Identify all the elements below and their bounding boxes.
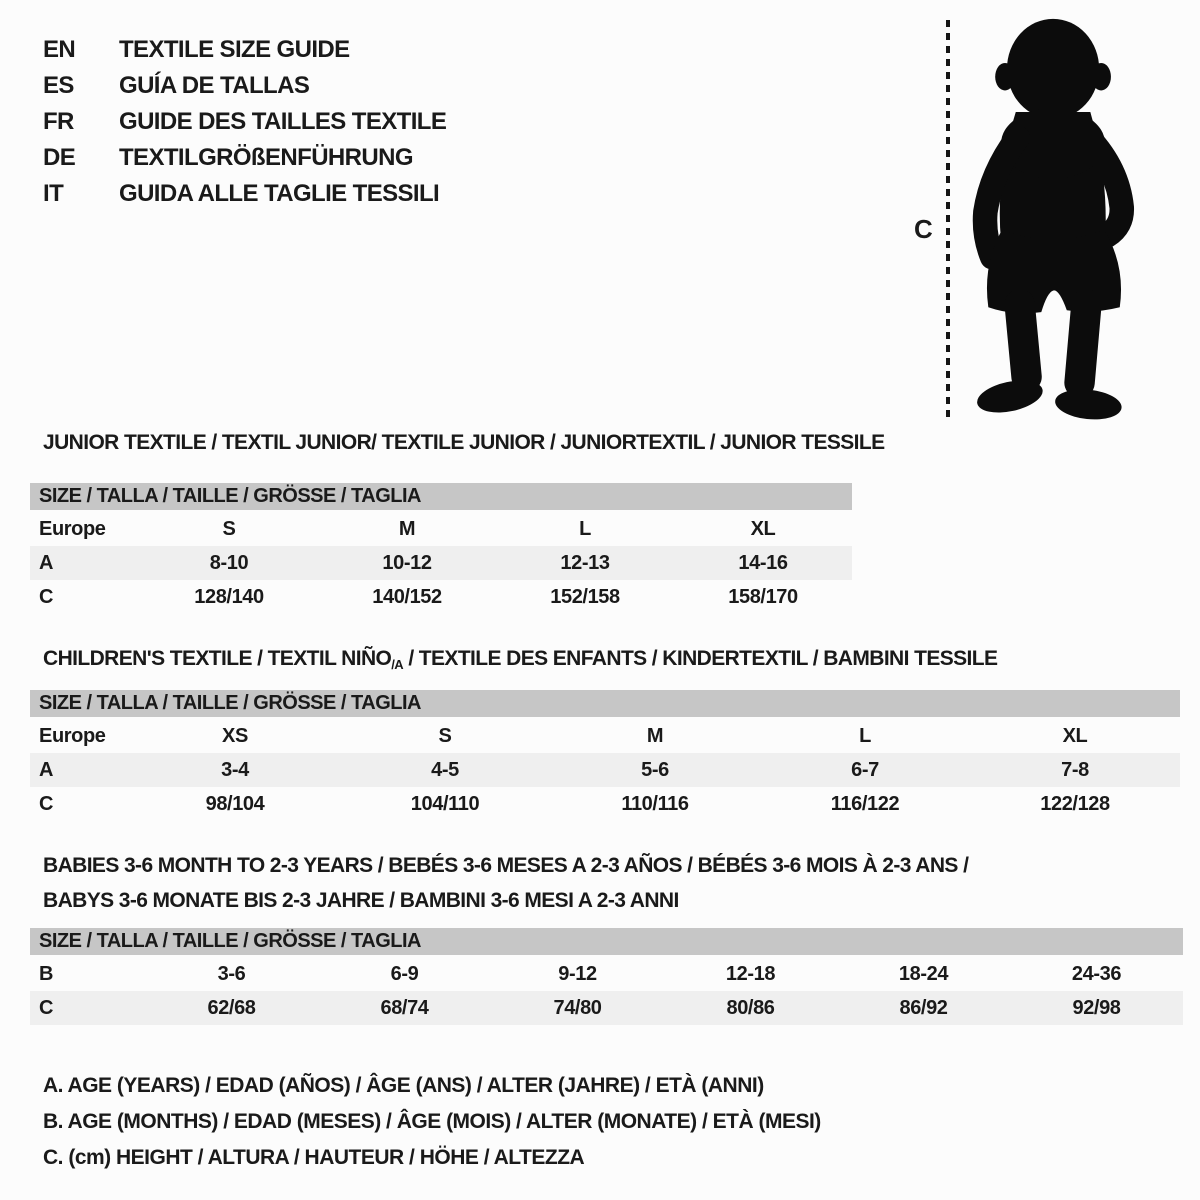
title-part: CHILDREN'S TEXTILE / TEXTIL NIÑO xyxy=(43,647,392,670)
row-label: B xyxy=(39,962,54,985)
junior-section-title: JUNIOR TEXTILE / TEXTIL JUNIOR/ TEXTILE JUNIOR / JUNIORTEXTIL / JUNIOR TESSILE xyxy=(43,431,885,454)
cell: 122/128 xyxy=(1040,792,1110,815)
cell: 158/170 xyxy=(728,585,798,608)
babies-size-table xyxy=(30,928,1183,1025)
cell: 6-9 xyxy=(390,962,419,985)
legend-line-a: A. AGE (YEARS) / EDAD (AÑOS) / ÂGE (ANS) / ALTER (JAHRE) / ETÀ (ANNI) xyxy=(43,1074,764,1097)
cell: L xyxy=(579,517,591,540)
cell: 18-24 xyxy=(898,962,949,985)
title-part: / TEXTILE DES ENFANTS / KINDERTEXTIL / BAMBINI TESSILE xyxy=(403,647,998,670)
lang-code: FR xyxy=(43,108,74,135)
size-header-bar: SIZE / TALLA / TAILLE / GRÖSSE / TAGLIA xyxy=(30,483,852,510)
legend-line-c: C. (cm) HEIGHT / ALTURA / HAUTEUR / HÖHE / ALTEZZA xyxy=(43,1146,585,1169)
size-header-bar: SIZE / TALLA / TAILLE / GRÖSSE / TAGLIA xyxy=(30,690,1180,717)
cell: 128/140 xyxy=(194,585,264,608)
lang-label: GUIDE DES TAILLES TEXTILE xyxy=(119,108,447,135)
cell: 68/74 xyxy=(318,991,491,1025)
row-label: A xyxy=(30,753,130,787)
toddler-silhouette-icon xyxy=(962,12,1150,424)
cell: XL xyxy=(1062,724,1088,747)
cell: 104/110 xyxy=(410,792,480,815)
lang-row-fr xyxy=(43,104,446,140)
cell: 116/122 xyxy=(830,792,900,815)
cell: 98/104 xyxy=(205,792,265,815)
cell: 140/152 xyxy=(372,585,442,608)
cell: 24-36 xyxy=(1071,962,1122,985)
cell: 9-12 xyxy=(558,962,597,985)
cell: 80/86 xyxy=(664,991,837,1025)
babies-title-line1: BABIES 3-6 MONTH TO 2-3 YEARS / BEBÉS 3-6 MESES A 2-3 AÑOS / BÉBÉS 3-6 MOIS À 2-3 ANS / xyxy=(43,854,969,877)
row-label: Europe xyxy=(39,724,106,747)
size-figure xyxy=(900,10,1170,430)
row-label: C xyxy=(39,792,54,815)
table-row xyxy=(30,580,852,614)
height-measure-dashed-line xyxy=(946,20,950,420)
cell: 86/92 xyxy=(837,991,1010,1025)
cell: 12-13 xyxy=(496,546,674,580)
measure-legend xyxy=(43,1068,821,1176)
table-row xyxy=(30,957,1183,991)
height-measure-label: C xyxy=(914,214,933,244)
cell: M xyxy=(398,517,416,540)
cell: 5-6 xyxy=(550,753,760,787)
lang-label: TEXTILGRÖßENFÜHRUNG xyxy=(119,144,413,171)
row-label: A xyxy=(30,546,140,580)
cell: 4-5 xyxy=(340,753,550,787)
cell: S xyxy=(222,517,236,540)
babies-section-title xyxy=(43,848,968,918)
cell: M xyxy=(646,724,664,747)
cell: 152/158 xyxy=(550,585,620,608)
lang-code: EN xyxy=(43,36,76,63)
cell: XS xyxy=(222,724,248,747)
row-label: Europe xyxy=(39,517,106,540)
babies-title-line2: BABYS 3-6 MONATE BIS 2-3 JAHRE / BAMBINI 3-6 MESI A 2-3 ANNI xyxy=(43,889,679,912)
cell: 62/68 xyxy=(145,991,318,1025)
table-row xyxy=(30,512,852,546)
cell: 110/116 xyxy=(621,792,689,815)
lang-code: IT xyxy=(43,180,64,207)
table-row xyxy=(30,991,1183,1025)
cell: 3-4 xyxy=(130,753,340,787)
row-label: C xyxy=(39,585,54,608)
lang-row-en xyxy=(43,32,446,68)
lang-label: GUIDA ALLE TAGLIE TESSILI xyxy=(119,180,440,207)
children-section-title xyxy=(43,647,997,672)
table-row xyxy=(30,719,1180,753)
language-title-block xyxy=(43,32,446,212)
cell: 8-10 xyxy=(140,546,318,580)
lang-row-de xyxy=(43,140,446,176)
size-header-bar: SIZE / TALLA / TAILLE / GRÖSSE / TAGLIA xyxy=(30,928,1183,955)
cell: 7-8 xyxy=(970,753,1180,787)
title-subscript: /A xyxy=(391,657,404,672)
lang-label: TEXTILE SIZE GUIDE xyxy=(119,36,350,63)
cell: XL xyxy=(750,517,776,540)
cell: 10-12 xyxy=(318,546,496,580)
lang-label: GUÍA DE TALLAS xyxy=(119,72,310,99)
cell: L xyxy=(859,724,871,747)
table-row xyxy=(30,753,1180,787)
cell: 3-6 xyxy=(217,962,246,985)
junior-size-table xyxy=(30,483,852,614)
children-size-table xyxy=(30,690,1180,821)
cell: 74/80 xyxy=(491,991,664,1025)
lang-code: ES xyxy=(43,72,74,99)
cell: 6-7 xyxy=(760,753,970,787)
cell: 14-16 xyxy=(674,546,852,580)
table-row xyxy=(30,546,852,580)
cell: S xyxy=(438,724,452,747)
legend-line-b: B. AGE (MONTHS) / EDAD (MESES) / ÂGE (MOIS) / ALTER (MONATE) / ETÀ (MESI) xyxy=(43,1110,821,1133)
row-label: C xyxy=(30,991,145,1025)
lang-code: DE xyxy=(43,144,76,171)
cell: 92/98 xyxy=(1010,991,1183,1025)
cell: 12-18 xyxy=(725,962,776,985)
lang-row-it xyxy=(43,176,446,212)
lang-row-es xyxy=(43,68,446,104)
table-row xyxy=(30,787,1180,821)
